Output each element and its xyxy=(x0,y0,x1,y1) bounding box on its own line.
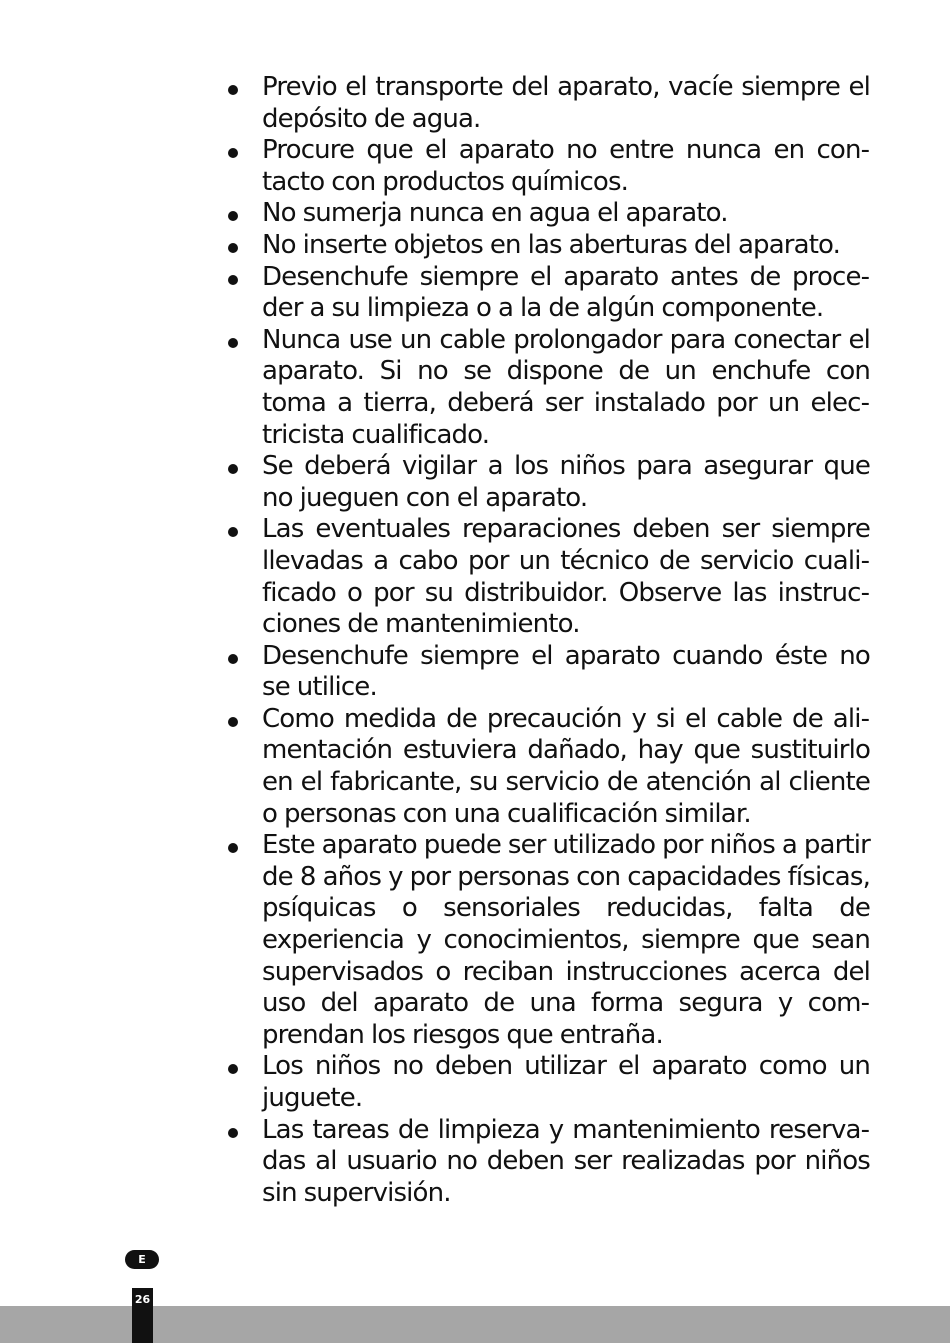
bullet-icon xyxy=(228,275,238,285)
language-badge: E xyxy=(125,1250,159,1269)
safety-instructions xyxy=(226,72,870,1209)
list-item xyxy=(226,830,870,1051)
list-item xyxy=(226,198,870,230)
list-item xyxy=(226,451,870,514)
bullet-icon xyxy=(228,85,238,95)
page-number: 26 xyxy=(132,1288,153,1343)
list-item xyxy=(226,230,870,262)
list-item-text: No inserte objetos en las aberturas del aparato. xyxy=(262,229,841,260)
list-item-text: Se deberá vigilar a los niños para asegurar que no jueguen con el aparato. xyxy=(262,451,870,513)
bullet-icon xyxy=(228,338,238,348)
list-item-text: Las eventuales reparaciones deben ser siempre llevadas a cabo por un técnico de servicio cualificado o por su distribuidor. Observe las instrucciones de mantenimiento. xyxy=(262,514,870,640)
bullet-icon xyxy=(228,243,238,253)
list-item-text: Las tareas de limpieza y mantenimiento reservadas al usuario no deben ser realizadas por niños sin supervisión. xyxy=(262,1114,870,1208)
bullet-icon xyxy=(228,211,238,221)
bullet-icon xyxy=(228,1064,238,1074)
list-item-text: No sumerja nunca en agua el aparato. xyxy=(262,198,728,229)
list-item-text: Desenchufe siempre el aparato cuando éste no se utilice. xyxy=(262,640,870,703)
list-item xyxy=(226,262,870,325)
list-item xyxy=(226,72,870,135)
bullet-icon xyxy=(228,843,238,853)
list-item-text: Este aparato puede ser utilizado por niños a partir de 8 años y por personas con capacidades físicas, psíquicas o sensoriales reducidas, falta de experiencia y conocimientos, siempre que sean supervisados o reciban instrucciones acerca del uso del aparato de una forma segura y comprendan los riesgos que entraña. xyxy=(262,830,870,1050)
list-item xyxy=(226,641,870,704)
bullet-icon xyxy=(228,464,238,474)
bullet-icon xyxy=(228,527,238,537)
bullet-icon xyxy=(228,148,238,158)
bullet-icon xyxy=(228,717,238,727)
list-item-text: Como medida de precaución y si el cable de alimentación estuviera dañado, hay que sustituirlo en el fabricante, su servicio de atención al cliente o personas con una cualificación similar. xyxy=(262,703,870,829)
list-item xyxy=(226,1051,870,1114)
list-item xyxy=(226,325,870,451)
list-item xyxy=(226,514,870,640)
list-item-text: Procure que el aparato no entre nunca en contacto con productos químicos. xyxy=(262,135,870,197)
list-item-text: Previo el transporte del aparato, vacíe siempre el depósito de agua. xyxy=(262,72,870,134)
list-item-text: Desenchufe siempre el aparato antes de proceder a su limpieza o a la de algún componente. xyxy=(262,261,870,324)
list-item xyxy=(226,135,870,198)
bullet-list xyxy=(226,72,870,1209)
bullet-icon xyxy=(228,1128,238,1138)
list-item xyxy=(226,1115,870,1210)
list-item-text: Nunca use un cable prolongador para conectar el aparato. Si no se dispone de un enchufe con toma a tierra, deberá ser instalado por un electricista cualificado. xyxy=(262,324,870,450)
list-item-text: Los niños no deben utilizar el aparato como un juguete. xyxy=(262,1051,870,1113)
bullet-icon xyxy=(228,654,238,664)
list-item xyxy=(226,704,870,830)
